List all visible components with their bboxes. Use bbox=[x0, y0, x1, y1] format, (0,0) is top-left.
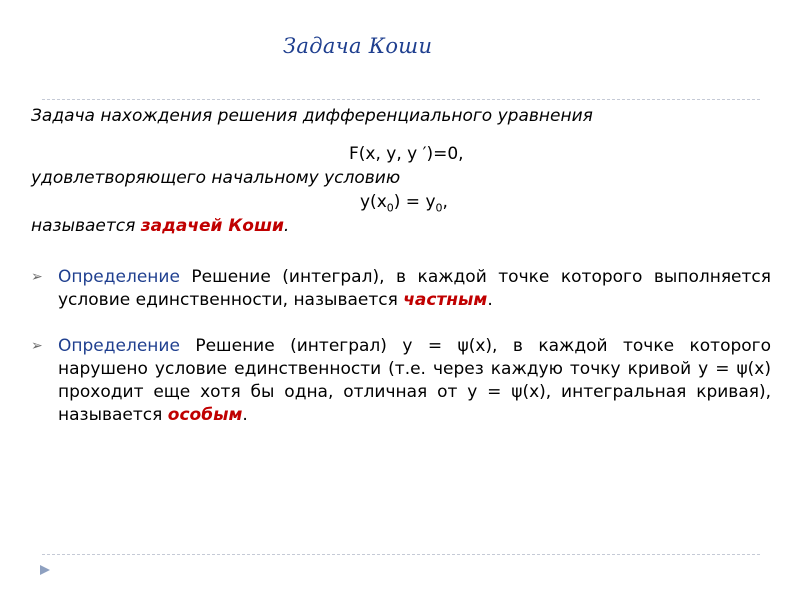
intro-text: Задача нахождения решения дифференциального уравнения bbox=[31, 106, 593, 126]
particular-term: частным bbox=[403, 290, 488, 310]
arrow-bullet-icon: ➢ bbox=[31, 338, 43, 354]
definition-2: ➢ Определение Решение (интеграл) y = ψ(x), в каждой точке которого нарушено условие единственности (т.е. через каждую точку кривой y = ψ(x) проходит еще хотя бы одна, отличная от y = ψ(x), интегральная кривая), называется особым. bbox=[31, 336, 771, 425]
called-text: называется задачей Коши. bbox=[31, 216, 290, 236]
satisfying-text: удовлетворяющего начальному условию bbox=[31, 168, 401, 188]
equation-line-1 bbox=[31, 142, 771, 166]
definition-label: Определение bbox=[58, 336, 180, 356]
slide-title: Задача Коши bbox=[283, 34, 433, 58]
bottom-divider bbox=[42, 554, 760, 555]
equation-2: $y(x_0) = y_0$, bbox=[360, 192, 448, 215]
slide-body bbox=[31, 104, 771, 427]
definition-label: Определение bbox=[58, 267, 180, 287]
arrow-bullet-icon: ➢ bbox=[31, 269, 43, 285]
definition-1: ➢ Определение Решение (интеграл), в каждой точке которого выполняется условие единственности, называется частным. bbox=[31, 267, 771, 310]
equation-1: F(x, y, y ′)=0, bbox=[349, 144, 464, 164]
nav-triangle-icon[interactable] bbox=[38, 563, 52, 577]
cauchy-problem-term: задачей Коши bbox=[140, 216, 284, 236]
equation-line-2 bbox=[31, 190, 771, 214]
singular-term: особым bbox=[167, 405, 243, 425]
top-divider bbox=[42, 99, 760, 100]
